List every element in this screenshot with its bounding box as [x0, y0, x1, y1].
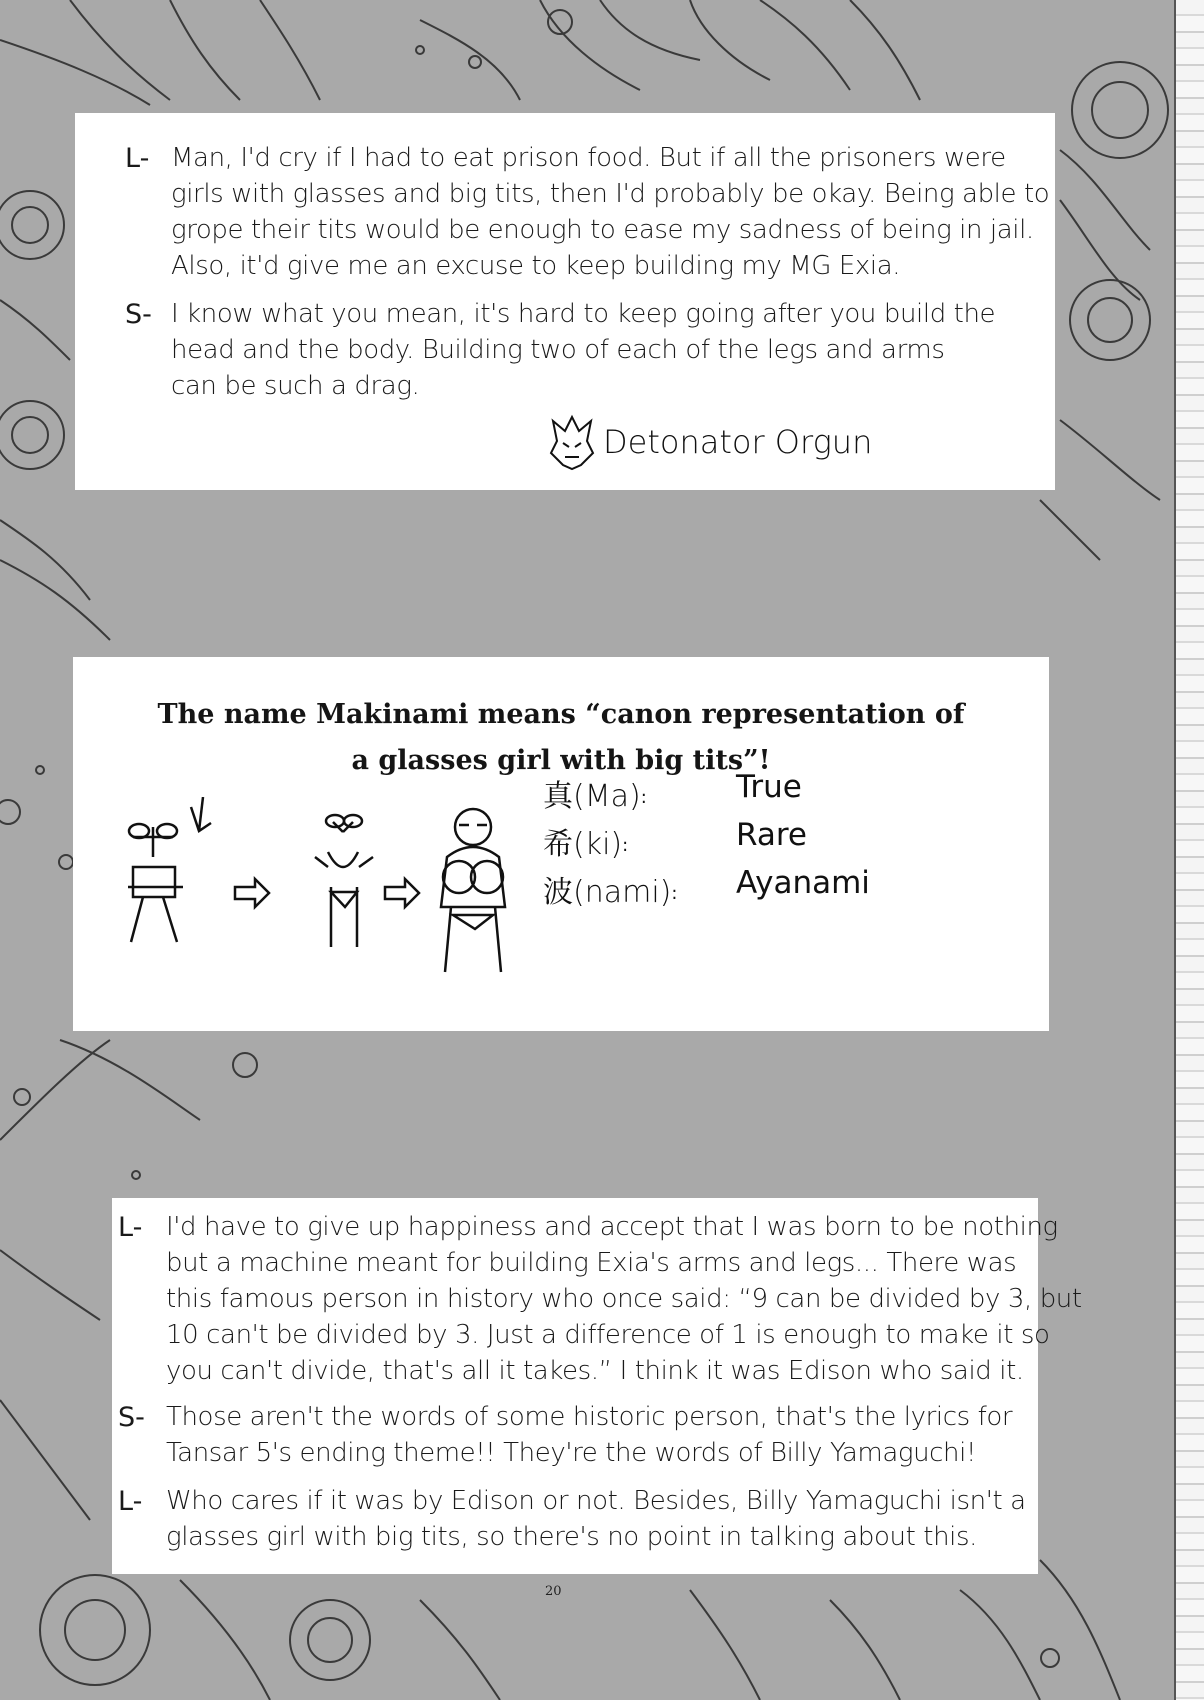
dialogue-line: girls with glasses and big tits, then I'd probably be okay. Being able to: [171, 179, 1050, 209]
speaker-label: S-: [118, 1402, 145, 1433]
dialogue-box-2: [112, 1198, 1082, 1574]
kanji-char: 真: [543, 779, 573, 814]
speaker-label: L-: [118, 1212, 143, 1243]
colon: :: [640, 787, 647, 808]
dialogue-line: can be such a drag.: [171, 371, 420, 401]
kanji-row: [543, 771, 647, 815]
kanji-char: 波: [543, 875, 573, 910]
page-binding-edge: [1174, 0, 1204, 1700]
dialogue-line: Also, it'd give me an excuse to keep building my MG Exia.: [171, 251, 901, 281]
name-meaning-box: [73, 657, 1049, 1031]
dialogue-line: head and the body. Building two of each of the legs and arms: [171, 335, 945, 365]
dialogue-line: grope their tits would be enough to ease my sadness of being in jail.: [171, 215, 1034, 245]
kanji-reading: (nami): [573, 875, 672, 910]
kanji-row: [543, 819, 628, 863]
dialogue-line: Tansar 5's ending theme!! They're the words of Billy Yamaguchi!: [166, 1438, 976, 1468]
dialogue-line: glasses girl with big tits, so there's no point in talking about this.: [166, 1522, 977, 1552]
dialogue-line: I know what you mean, it's hard to keep going after you build the: [171, 299, 996, 329]
gundam-head-icon: [545, 413, 599, 473]
dialogue-box-1: [75, 113, 1055, 490]
transformation-doodle: [103, 797, 543, 997]
page-number: 20: [545, 1584, 562, 1599]
kanji-meaning: Ayanami: [736, 865, 870, 901]
title-line: a glasses girl with big tits”!: [351, 745, 771, 776]
dialogue-line: Who cares if it was by Edison or not. Besides, Billy Yamaguchi isn't a: [166, 1486, 1026, 1516]
kanji-meaning: Rare: [736, 817, 807, 853]
dialogue-line: Those aren't the words of some historic person, that's the lyrics for: [166, 1402, 1013, 1432]
colon: :: [622, 835, 629, 856]
kanji-row: [543, 867, 677, 911]
title-line: The name Makinami means “canon representation of: [157, 699, 965, 730]
kanji-meaning: True: [736, 769, 802, 805]
dialogue-line: 10 can't be divided by 3. Just a difference of 1 is enough to make it so: [166, 1320, 1050, 1350]
signature: Detonator Orgun: [603, 423, 873, 461]
dialogue-line: Man, I'd cry if I had to eat prison food. But if all the prisoners were: [171, 143, 1006, 173]
colon: :: [671, 883, 678, 904]
dialogue-line: this famous person in history who once said: “9 can be divided by 3, but: [166, 1284, 1082, 1314]
kanji-reading: (Ma): [573, 779, 641, 814]
kanji-reading: (ki): [573, 827, 623, 862]
speaker-label: L-: [118, 1486, 143, 1517]
dialogue-line: but a machine meant for building Exia's arms and legs... There was: [166, 1248, 1017, 1278]
speaker-label: S-: [125, 299, 152, 330]
speaker-label: L-: [125, 143, 150, 174]
kanji-char: 希: [543, 827, 573, 862]
dialogue-line: I'd have to give up happiness and accept that I was born to be nothing: [166, 1212, 1058, 1242]
dialogue-line: you can't divide, that's all it takes.” I think it was Edison who said it.: [166, 1356, 1024, 1386]
